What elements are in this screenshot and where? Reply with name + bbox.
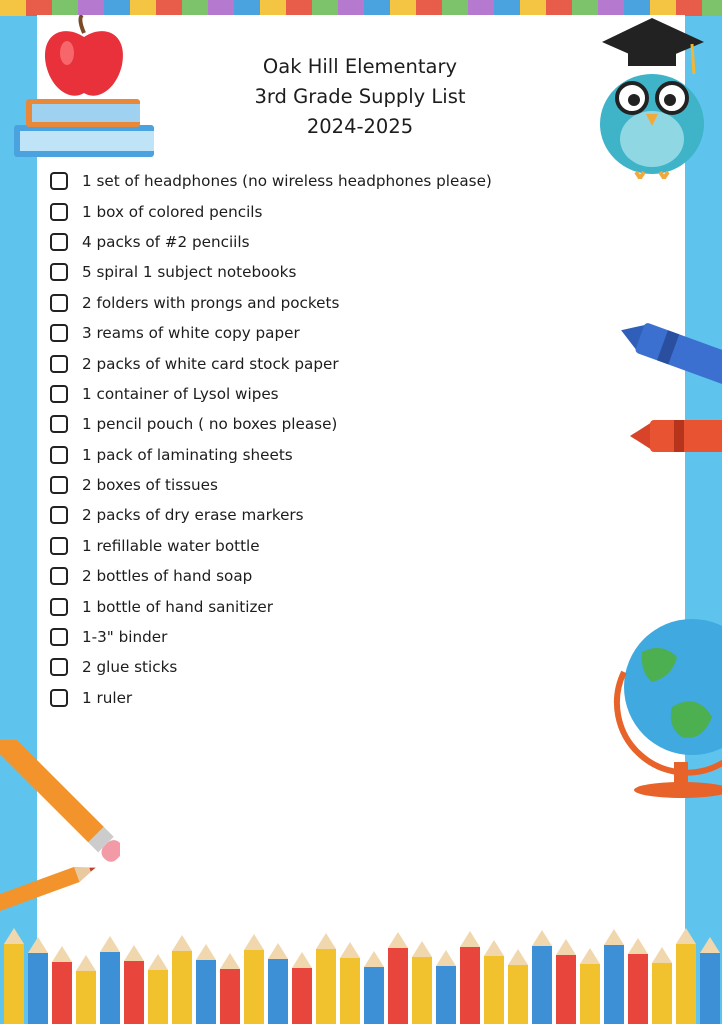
checkbox[interactable] [50,567,68,585]
pencil-tip [292,952,312,968]
pencil-body [460,947,480,1024]
pencil-body [532,946,552,1024]
pencil-tip [124,945,144,961]
pencil-body [52,962,72,1024]
colored-pencils-border-icon [0,906,722,1024]
list-item [50,288,520,318]
pencil-tip [76,955,96,971]
pencil-tip [28,937,48,953]
pencil-tip [460,931,480,947]
item-label: 1 box of colored pencils [82,202,263,221]
checkbox[interactable] [50,263,68,281]
pencil-body [148,970,168,1024]
pencil-body [340,958,360,1024]
pencil-body [436,966,456,1024]
item-label: 1-3" binder [82,628,168,647]
checkbox[interactable] [50,537,68,555]
pencil-tip [580,948,600,964]
supply-list [50,166,520,713]
pencil-body [124,961,144,1024]
pencil-tip [340,942,360,958]
pencil-body [316,949,336,1024]
list-item [50,348,520,378]
pencil-tip [628,938,648,954]
list-item [50,166,520,196]
pencil-body [100,952,120,1024]
list-item [50,196,520,226]
pencil-tip [364,951,384,967]
pencil-tip [244,934,264,950]
pencil-body [604,945,624,1024]
item-label: 2 bottles of hand soap [82,567,253,586]
pencil-tip [484,940,504,956]
pencil-tip [556,939,576,955]
item-label: 1 ruler [82,688,133,707]
school-name: Oak Hill Elementary [262,55,458,78]
checkbox[interactable] [50,294,68,312]
list-item [50,622,520,652]
list-item [50,409,520,439]
checkbox[interactable] [50,446,68,464]
pencil-body [508,965,528,1024]
owl-graduate-icon [592,14,714,179]
pencil-body [676,944,696,1024]
list-item [50,440,520,470]
pencil-tip [604,929,624,945]
header [110,52,610,142]
list-item [50,227,520,257]
globe-icon [612,612,722,802]
pencil-tip [196,944,216,960]
pencil-body [76,971,96,1024]
pencil-body [484,956,504,1024]
pencil-body [556,955,576,1024]
item-label: 1 bottle of hand sanitizer [82,597,274,616]
red-crayon-icon [630,412,722,460]
checkbox[interactable] [50,203,68,221]
pencil-tip [700,937,720,953]
pencil-body [28,953,48,1024]
pencil-body [364,967,384,1024]
pencil-tip [220,953,240,969]
item-label: 1 refillable water bottle [82,536,260,555]
pencil-tip [652,947,672,963]
checkbox[interactable] [50,689,68,707]
list-item [50,683,520,713]
checkbox[interactable] [50,628,68,646]
list-title: 3rd Grade Supply List [254,85,466,108]
pencil-body [292,968,312,1024]
item-label: 2 packs of dry erase markers [82,506,304,525]
item-label: 2 packs of white card stock paper [82,354,339,373]
checkbox[interactable] [50,385,68,403]
item-label: 2 boxes of tissues [82,476,218,495]
list-item [50,591,520,621]
checkbox[interactable] [50,233,68,251]
pencil-body [628,954,648,1024]
pencil-tip [316,933,336,949]
pencil-body [700,953,720,1024]
item-label: 2 glue sticks [82,658,178,677]
pencil-body [196,960,216,1024]
pencil-tip [508,949,528,965]
pencil-tip [148,954,168,970]
checkbox[interactable] [50,324,68,342]
pencil-body [172,951,192,1024]
pencil-body [220,969,240,1024]
checkbox[interactable] [50,598,68,616]
item-label: 5 spiral 1 subject notebooks [82,263,297,282]
pencil-body [388,948,408,1024]
list-item [50,470,520,500]
list-item [50,500,520,530]
pencil-tip [100,936,120,952]
pencil-body [244,950,264,1024]
pencil-tip [172,935,192,951]
item-label: 1 pack of laminating sheets [82,445,293,464]
pencil-tip [388,932,408,948]
pencil-body [412,957,432,1024]
checkbox[interactable] [50,476,68,494]
item-label: 1 set of headphones (no wireless headphones please) [82,172,492,191]
checkbox[interactable] [50,658,68,676]
list-item [50,531,520,561]
checkbox[interactable] [50,415,68,433]
pencil-tip [676,928,696,944]
item-label: 1 container of Lysol wipes [82,384,279,403]
checkbox[interactable] [50,172,68,190]
list-item [50,257,520,287]
checkbox[interactable] [50,506,68,524]
pencil-body [268,959,288,1024]
pencil-body [4,944,24,1024]
pencil-tip [52,946,72,962]
blue-crayon-icon [618,310,722,386]
pencil-body [652,963,672,1024]
pencil-tip [412,941,432,957]
item-label: 1 pencil pouch ( no boxes please) [82,415,338,434]
item-label: 3 reams of white copy paper [82,324,300,343]
checkbox[interactable] [50,355,68,373]
item-label: 4 packs of #2 penciils [82,232,250,251]
school-year: 2024-2025 [306,115,414,138]
pencil-tip [4,928,24,944]
list-item [50,652,520,682]
list-item [50,318,520,348]
pencil-body [580,964,600,1024]
pencil-tip [436,950,456,966]
list-item [50,379,520,409]
list-item [50,561,520,591]
item-label: 2 folders with prongs and pockets [82,293,340,312]
pencil-tip [268,943,288,959]
pencil-tip [532,930,552,946]
